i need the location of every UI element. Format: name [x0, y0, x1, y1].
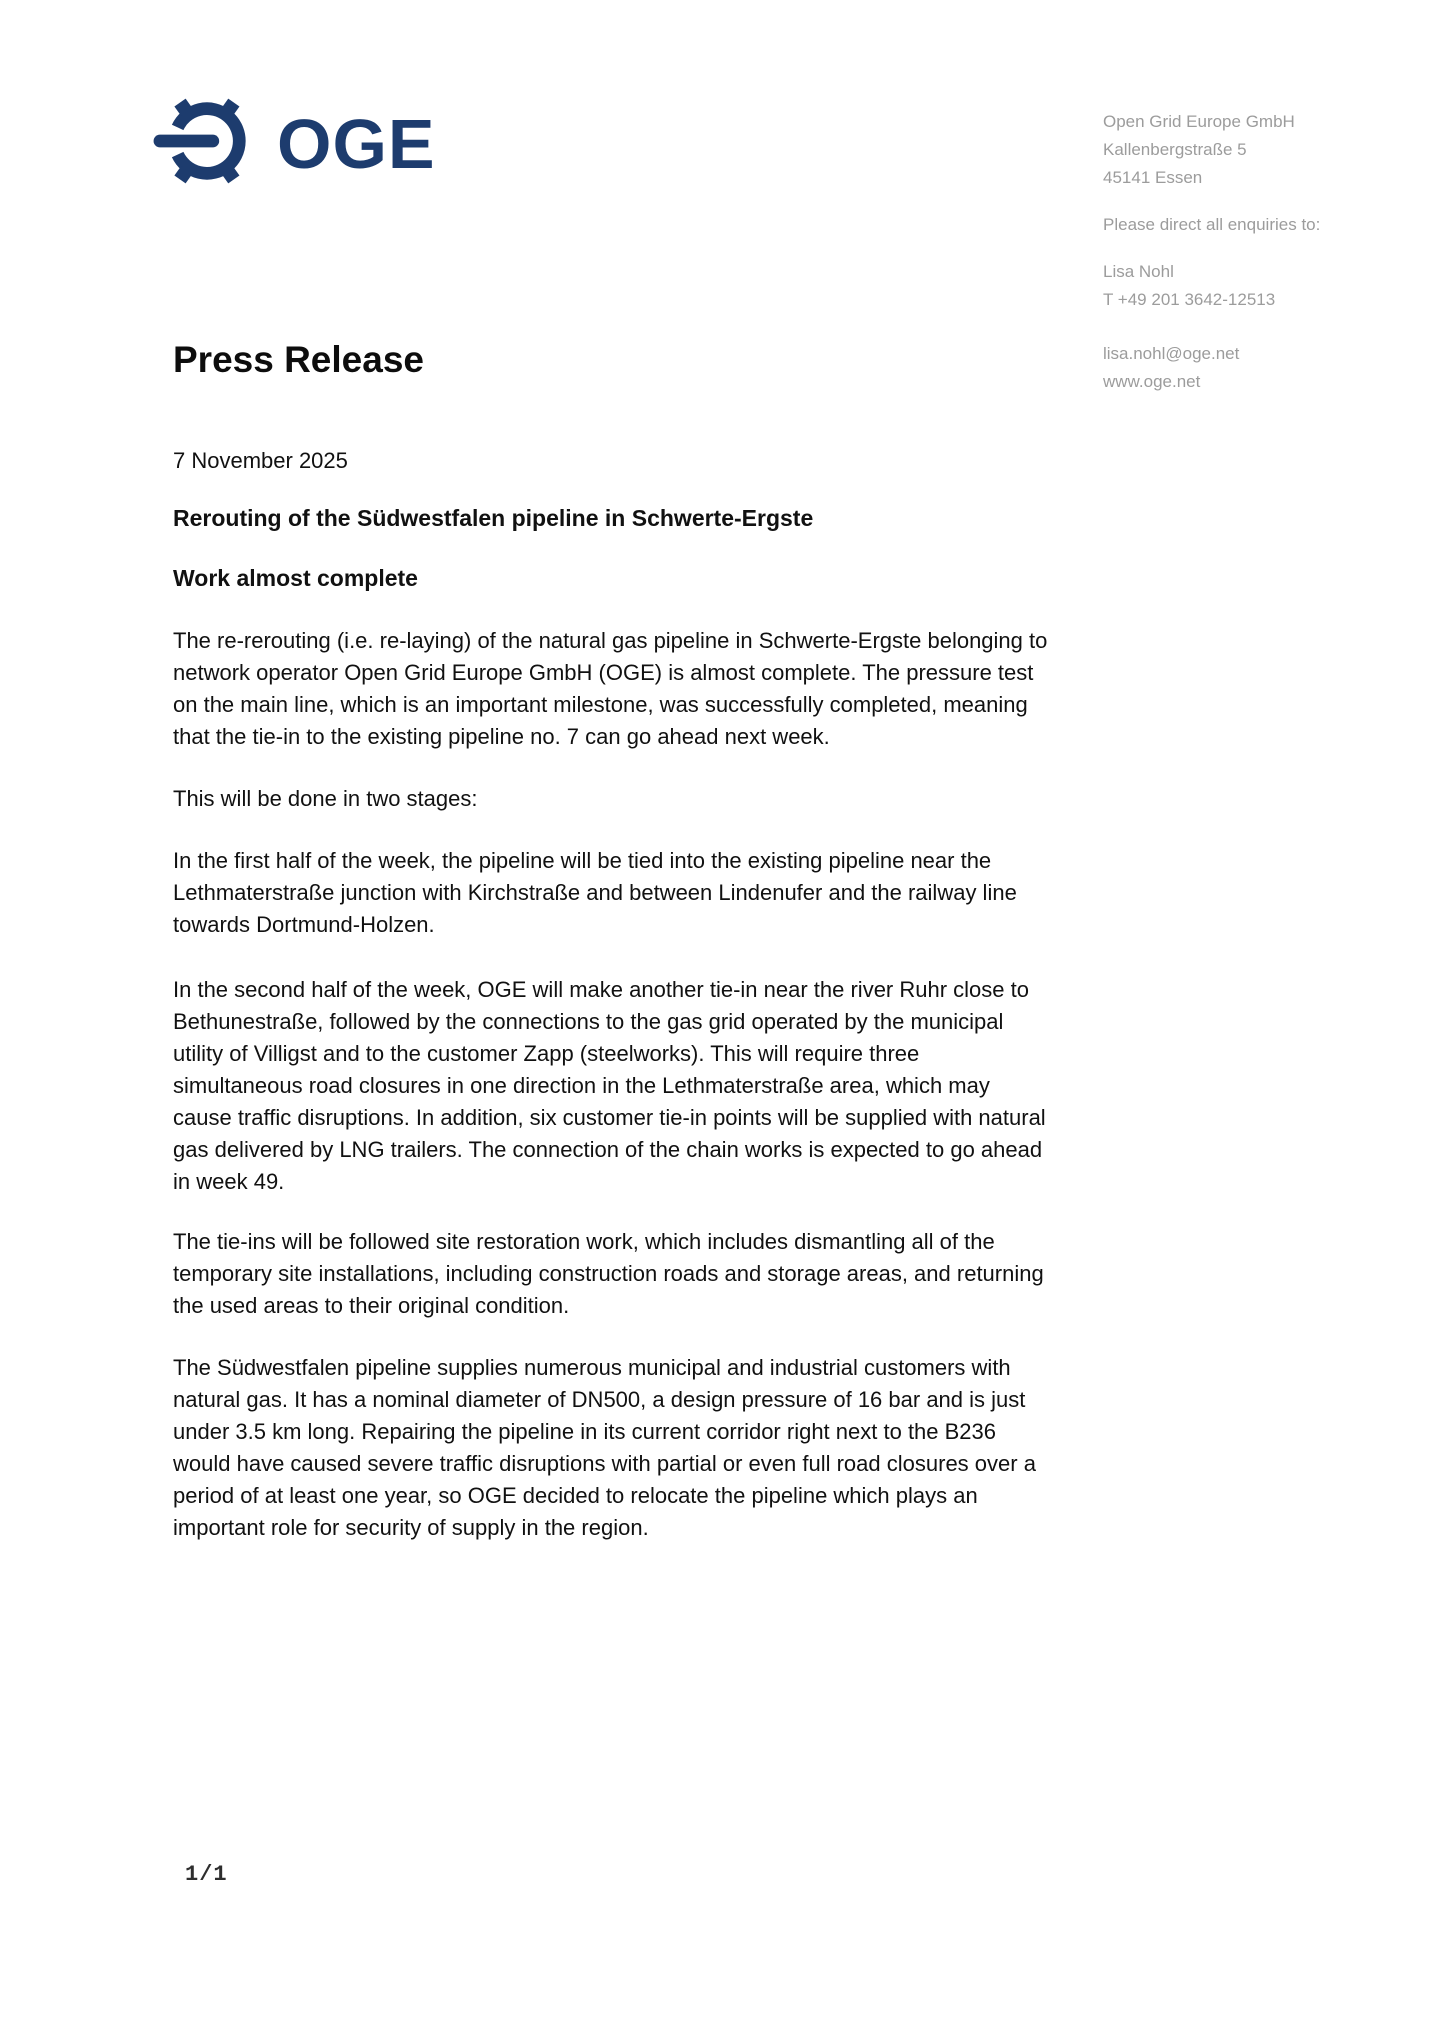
oge-gear-pipeline-icon [152, 94, 256, 193]
oge-logo-wordmark: OGE [277, 104, 436, 183]
enquiries-block [1103, 211, 1403, 239]
contact-sidebar [1103, 108, 1403, 396]
paragraph-intro: The re-rerouting (i.e. re-laying) of the natural gas pipeline in Schwerte-Ergste belonging to network operator Open Grid Europe GmbH (OGE) is almost complete. The pressure test on the main line, which is an important milestone, was successfully completed, meaning that the tie-in to the existing pipeline no. 7 can go ahead next week. [173, 628, 1048, 749]
headline: Rerouting of the Südwestfalen pipeline in Schwerte-Ergste [173, 505, 814, 531]
enquiries-label: Please direct all enquiries to: [1103, 215, 1321, 234]
company-name: Open Grid Europe GmbH [1103, 112, 1295, 131]
company-city: 45141 Essen [1103, 168, 1203, 187]
document-body [173, 340, 1053, 1574]
release-date: 7 November 2025 [173, 448, 348, 473]
subheadline: Work almost complete [173, 565, 418, 591]
contact-links-block [1103, 340, 1403, 396]
paragraph-restoration: The tie-ins will be followed site restoration work, which includes dismantling all of the temporary site installations, including construction roads and storage areas, and returning the used areas to their original condition. [173, 1229, 1044, 1318]
page-title: Press Release [173, 339, 424, 380]
company-address-block [1103, 108, 1403, 192]
paragraph-first-half: In the first half of the week, the pipeline will be tied into the existing pipeline near the Lethmaterstraße junction with Kirchstraße and between Lindenufer and the railway line towards Dortmund-Holzen. [173, 848, 1017, 937]
contact-email[interactable]: lisa.nohl@oge.net [1103, 344, 1240, 363]
company-street: Kallenbergstraße 5 [1103, 140, 1247, 159]
contact-person-name: Lisa Nohl [1103, 262, 1174, 281]
contact-person-phone: T +49 201 3642-12513 [1103, 290, 1276, 309]
paragraph-background: The Südwestfalen pipeline supplies numerous municipal and industrial customers with natural gas. It has a nominal diameter of DN500, a design pressure of 16 bar and is just under 3.5 km long. Repairing the pipeline in its current corridor right next to the B236 would have caused severe traffic disruptions with partial or even full road closures over a period of at least one year, so OGE decided to relocate the pipeline which plays an important role for security of supply in the region. [173, 1355, 1036, 1540]
paragraph-stages-lead: This will be done in two stages: [173, 786, 478, 811]
contact-person-block [1103, 258, 1403, 314]
paragraph-second-half: In the second half of the week, OGE will make another tie-in near the river Ruhr close to Bethunestraße, followed by the connections to the gas grid operated by the municipal utility of Villigst and to the customer Zapp (steelworks). This will require three simultaneous road closures in one direction in the Lethmaterstraße area, which may cause traffic disruptions. In addition, six customer tie-in points will be supplied with natural gas delivered by LNG trailers. The connection of the chain works is expected to go ahead in week 49. [173, 977, 1046, 1194]
page-indicator: 1/1 [185, 1862, 228, 1887]
oge-logo [152, 94, 436, 193]
contact-website[interactable]: www.oge.net [1103, 372, 1201, 391]
